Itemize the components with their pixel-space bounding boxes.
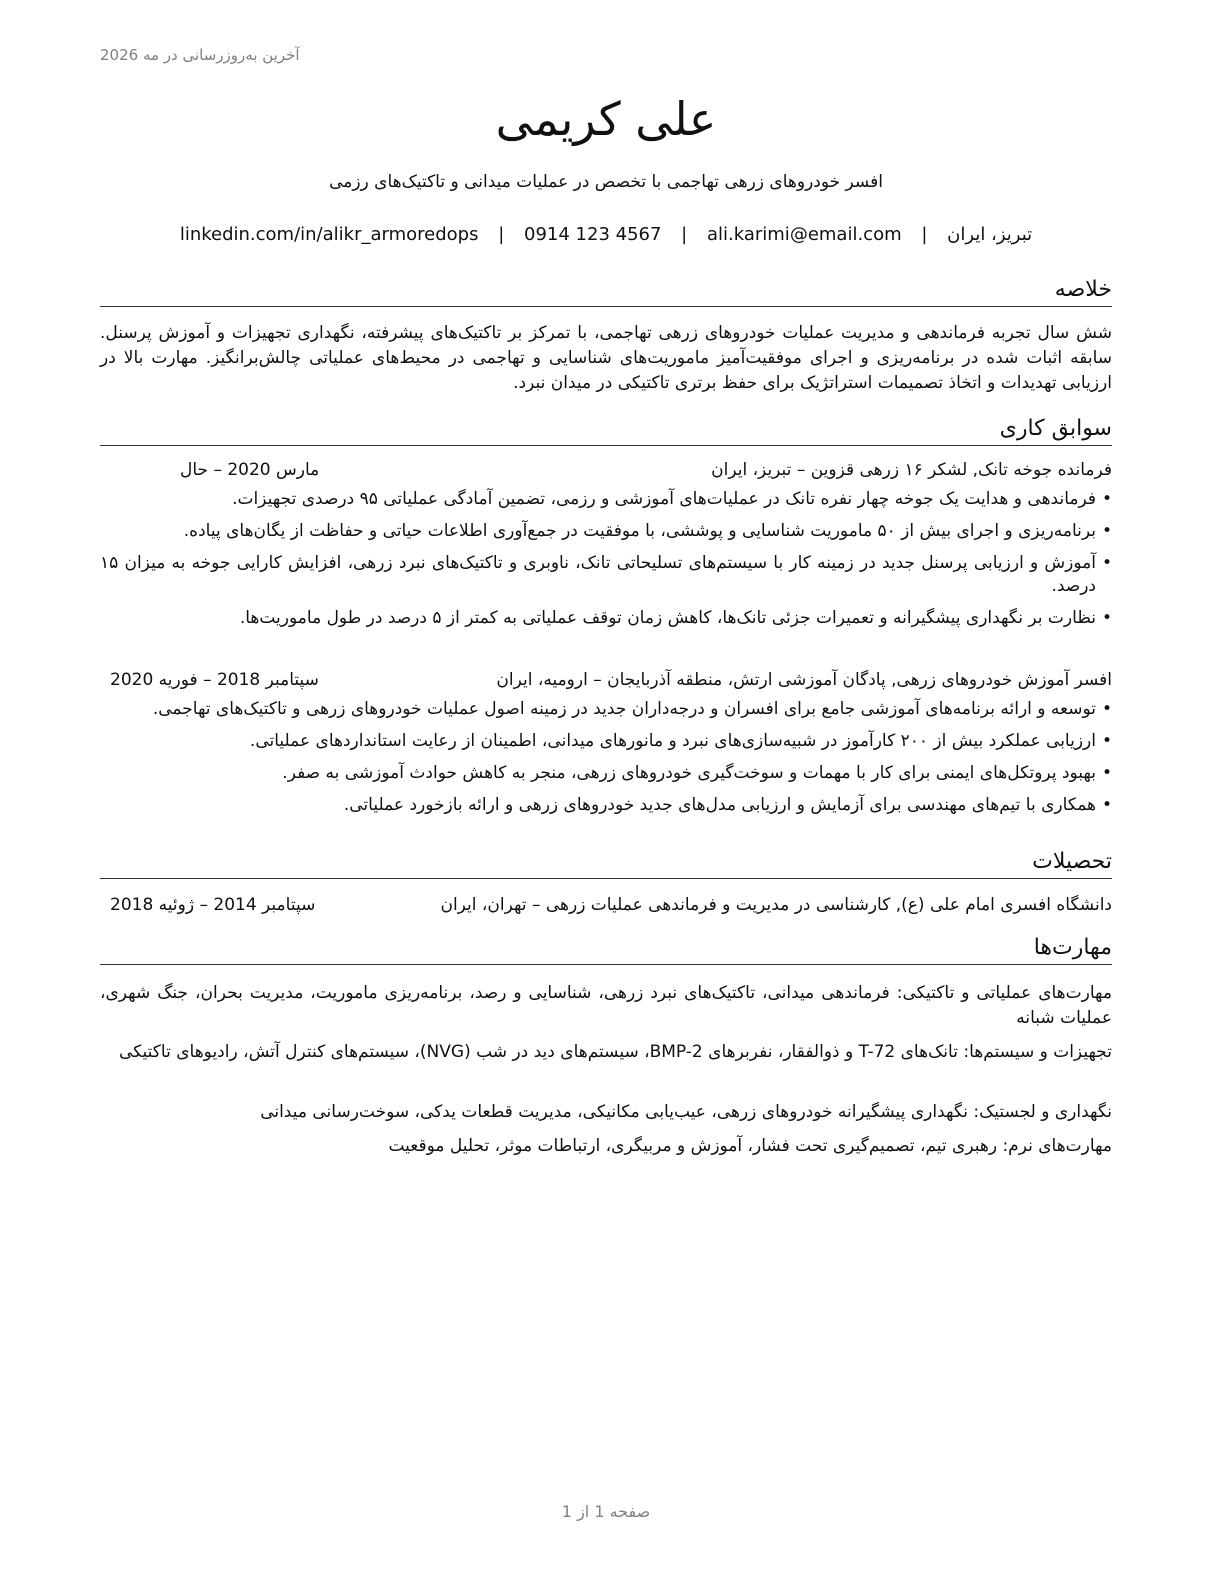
job-role: فرمانده جوخه تانک, لشکر ۱۶ زرهی قزوین – تبریز، ایران — [711, 460, 1112, 480]
resume-page — [100, 0, 1112, 1584]
section-title-skills: مهارت‌ها — [100, 934, 1112, 965]
contact-email[interactable]: ali.karimi@email.com — [706, 224, 902, 245]
job-bullet: • توسعه و ارائه برنامه‌های آموزشی جامع برای افسران و درجه‌داران جدید در زمینه اصول عملیات خودروهای زرهی و تاکتیک‌های تهاجمی. — [100, 698, 1112, 721]
job-bullet: • همکاری با تیم‌های مهندسی برای آزمایش و ارزیابی مدل‌های جدید خودروهای زرهی و ارائه بازخورد عملیاتی. — [100, 794, 1112, 817]
contact-separator: | — [921, 224, 928, 245]
candidate-name: علی کریمی — [495, 92, 717, 146]
contact-separator: | — [498, 224, 505, 245]
contact-linkedin[interactable]: linkedin.com/in/alikr_armoredops — [179, 224, 479, 245]
education-entry — [100, 893, 1112, 918]
job-bullet: • آموزش و ارزیابی پرسنل جدید در زمینه کار با سیستم‌های تسلیحاتی تانک، ناوبری و تاکتیک‌های نبرد زرهی، افزایش کارایی جوخه به میزان ۱۵ درصد. — [100, 552, 1112, 598]
page-number: صفحه 1 از 1 — [561, 1502, 651, 1521]
job-bullet: • برنامه‌ریزی و اجرای بیش از ۵۰ ماموریت شناسایی و پوششی، با موفقیت در جمع‌آوری اطلاعات حیاتی و حفاظت از یگان‌های پیاده. — [100, 520, 1112, 543]
last-updated: آخرین به‌روزرسانی در مه 2026 — [100, 46, 300, 64]
job-bullet: • نظارت بر نگهداری پیشگیرانه و تعمیرات جزئی تانک‌ها، کاهش زمان توقف عملیاتی به کمتر از ۵ درصد در طول ماموریت‌ها. — [100, 607, 1112, 630]
skill-line: تجهیزات و سیستم‌ها: تانک‌های T-72 و ذوالفقار، نفربرهای BMP-2، سیستم‌های دید در شب (NVG)، سیستم‌های کنترل آتش، رادیوهای تاکتیکی — [118, 1042, 1112, 1062]
job-header — [100, 668, 1112, 693]
job-bullet: • فرماندهی و هدایت یک جوخه چهار نفره تانک در عملیات‌های آموزشی و رزمی، تضمین آمادگی عملیاتی ۹۵ درصدی تجهیزات. — [100, 488, 1112, 511]
section-title-education: تحصیلات — [100, 848, 1112, 879]
contact-line — [100, 224, 1112, 245]
section-title-experience: سوابق کاری — [100, 415, 1112, 446]
education-text: دانشگاه افسری امام علی (ع), کارشناسی در مدیریت و فرماندهی عملیات زرهی – تهران، ایران — [440, 895, 1112, 915]
contact-separator: | — [681, 224, 688, 245]
contact-location: تبریز، ایران — [947, 224, 1033, 245]
headline: افسر خودروهای زرهی تهاجمی با تخصص در عملیات میدانی و تاکتیک‌های رزمی — [329, 172, 883, 192]
section-title-summary: خلاصه — [100, 276, 1112, 307]
education-dates: سپتامبر 2014 – ژوئیه 2018 — [110, 895, 316, 915]
job-bullets — [100, 698, 1112, 826]
job-bullet: • بهبود پروتکل‌های ایمنی برای کار با مهمات و سوخت‌گیری خودروهای زرهی، منجر به کاهش حوادث آموزشی به صفر. — [100, 762, 1112, 785]
contact-phone: 0914 123 4567 — [524, 224, 662, 245]
job-header — [100, 458, 1112, 483]
job-bullet: • ارزیابی عملکرد بیش از ۲۰۰ کارآموز در شبیه‌سازی‌های نبرد و مانورهای میدانی، اطمینان از رعایت استانداردهای عملیاتی. — [100, 730, 1112, 753]
job-dates: سپتامبر 2018 – فوریه 2020 — [110, 670, 319, 690]
skill-line: مهارت‌های عملیاتی و تاکتیکی: فرماندهی میدانی، تاکتیک‌های نبرد زرهی، شناسایی و رصد، برنامه‌ریزی ماموریت، مدیریت بحران، جنگ شهری، عملیات شبانه — [100, 983, 1112, 1028]
skill-line: مهارت‌های نرم: رهبری تیم، تصمیم‌گیری تحت فشار، آموزش و مربیگری، ارتباطات موثر، تحلیل موقعیت — [388, 1136, 1112, 1156]
job-bullets — [100, 488, 1112, 639]
skill-line: نگهداری و لجستیک: نگهداری پیشگیرانه خودروهای زرهی، عیب‌یابی مکانیکی، مدیریت قطعات یدکی، سوخت‌رسانی میدانی — [260, 1102, 1112, 1122]
job-dates: مارس 2020 – حال — [180, 460, 320, 480]
summary-text: شش سال تجربه فرماندهی و مدیریت عملیات خودروهای زرهی تهاجمی، با تمرکز بر تاکتیک‌های پیشرفته، نگهداری تجهیزات و آموزش پرسنل. سابقه اثبات شده در برنامه‌ریزی و اجرای موفقیت‌آمیز ماموریت‌های شناسایی و تهاجمی در محیط‌های عملیاتی چالش‌برانگیز. مهارت بالا در ارزیابی تهدیدات و اتخاذ تصمیمات استراتژیک برای حفظ برتری تاکتیکی در میدان نبرد. — [100, 323, 1112, 393]
job-role: افسر آموزش خودروهای زرهی, پادگان آموزشی ارتش، منطقه آذربایجان – ارومیه، ایران — [496, 670, 1112, 690]
